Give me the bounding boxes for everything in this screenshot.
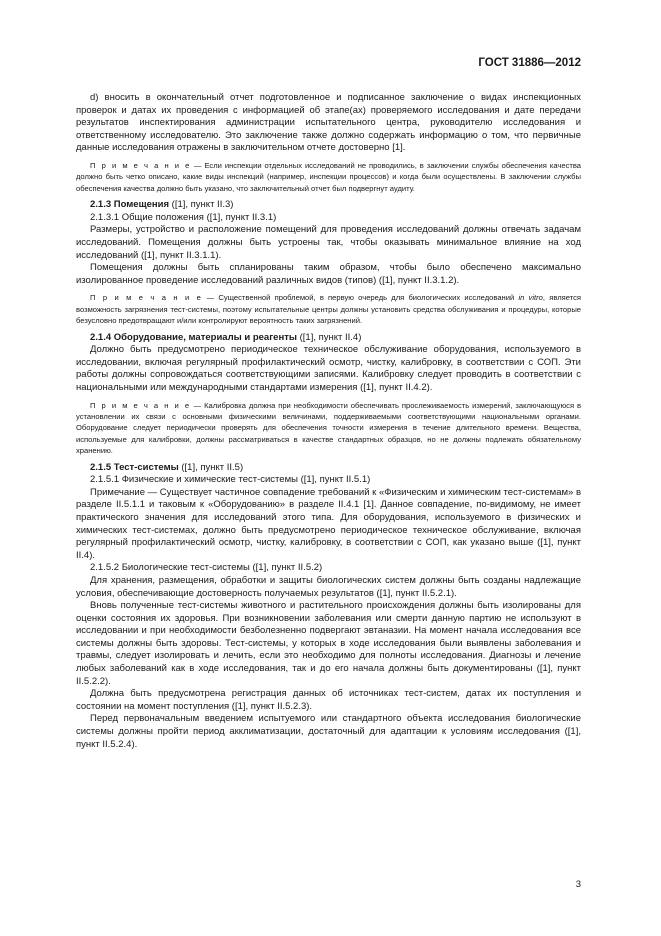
note-italic: in vitro bbox=[518, 293, 543, 303]
section-ref: ([1], пункт II.5) bbox=[178, 461, 244, 473]
section-2-1-5-heading bbox=[76, 462, 581, 475]
standard-header: ГОСТ 31886—2012 bbox=[478, 57, 581, 69]
page-body bbox=[76, 92, 581, 751]
section-2-1-5-1-heading: 2.1.5.1 Физические и химические тест-системы ([1], пункт II.5.1) bbox=[90, 474, 371, 486]
paragraph-d: d) вносить в окончательный отчет подготовленное и подписанное заключение о видах инспекционных проверок и датах их проведения с информацией об этапе(ах) проверяемого исследования и дате передачи результатов инспектирования администрации испытательного центра, руководителю исследования и ответственному исследователю. Это заключение также должно содержать информацию о том, что первичные данные исследования отражены в заключительном отчете достоверно [1]. bbox=[76, 92, 581, 154]
note-label: П р и м е ч а н и е bbox=[90, 160, 191, 170]
note-text: , является возможность загрязнения тест-системы, поэтому испытательные центры должны установить средства обслуживания и процедуры, которые безусловно предотвращают и/или контролируют вероятность таких загрязнений. bbox=[76, 293, 582, 326]
note-2 bbox=[76, 292, 581, 326]
note-text: — Если инспекции отдельных исследований не проводились, в заключении службы обеспечения качества должно быть четко описано, какие виды инспекций (например, инспекции процессов) и когда были осуществлены. В заключении службы обеспечения качества должно быть указано, что заключительный отчет был подвергнут аудиту. bbox=[76, 160, 582, 193]
section-title: 2.1.3 Помещения bbox=[90, 199, 170, 211]
paragraph: Примечание — Существует частичное совпадение требований к «Физическим и химическим тест-системам» в разделе II.5.1.1 и таковым к «Оборудованию» в разделе II.4.1 [1]. Данное совпадение, по-видимому, не имеет практического значения для исследований этого типа. Для оборудования, используемого в физических и химических тест-системах, должно быть предусмотрено периодическое техническое обслуживание, включая регулярный профилактический осмотр, чистку, калибровку, в соответствии с СОП, как указано выше ([1], пункт II.4). bbox=[76, 486, 581, 561]
section-ref: ([1], пункт II.4) bbox=[296, 331, 362, 343]
paragraph: Помещения должны быть спланированы таким образом, чтобы было обеспечено максимально изолированное проведение исследований различных видов (типов) ([1], пункт II.3.1.2). bbox=[76, 262, 581, 286]
page-number: 3 bbox=[575, 879, 581, 890]
note-label: П р и м е ч а н и е bbox=[90, 293, 203, 303]
note-3 bbox=[76, 400, 581, 457]
paragraph: Должна быть предусмотрена регистрация данных об источниках тест-систем, датах их поступления и состоянии на момент поступления ([1], пункт II.5.2.3). bbox=[76, 688, 581, 712]
section-2-1-3-heading bbox=[76, 199, 581, 212]
section-ref: ([1], пункт II.3) bbox=[169, 199, 234, 211]
note-label: П р и м е ч а н и е bbox=[90, 400, 191, 410]
section-2-1-5-2-heading: 2.1.5.2 Биологические тест-системы ([1], пункт II.5.2) bbox=[90, 562, 323, 574]
section-2-1-3-1-heading: 2.1.3.1 Общие положения ([1], пункт II.3.1) bbox=[90, 211, 277, 223]
section-title: 2.1.5 Тест-системы bbox=[90, 461, 179, 473]
note-text: — Существенной проблемой, в первую очередь для биологических исследований bbox=[202, 293, 519, 303]
paragraph: Перед первоначальным введением испытуемого или стандартного объекта исследования биологические системы должны пройти период акклиматизации, достаточный для адаптации к условиям исследования ([1], пункт II.5.2.4). bbox=[76, 713, 581, 750]
note-text: — Калибровка должна при необходимости обеспечивать прослеживаемость измерений, заключающуюся в установлении их связи с основными физическими величинами, поддерживаемыми соответствующими национальными органами. Оборудование следует периодически проверять для обеспечения точности измерения в течение длительного времени. Вещества, используемые для калибровки, должны рассматриваться в качестве стандартных образцов, но не должны подлежать обязательному хранению. bbox=[76, 400, 581, 456]
paragraph: Вновь полученные тест-системы животного и растительного происхождения должны быть изолированы для оценки состояния их здоровья. При возникновении заболевания или смерти данную партию не используют в исследовании и при необходимости безболезненно подвергают эвтаназии. На момент начала исследования все системы должны быть здоровы. Тест-системы, у которых в ходе исследования были выявлены заболевания и травмы, следует изолировать и лечить, если это необходимо для полноты исследования. Диагнозы и лечение любых заболеваний как в ходе исследования, так и до его начала должны быть документированы ([1], пункт II.5.2.2). bbox=[76, 600, 581, 687]
paragraph: Размеры, устройство и расположение помещений для проведения исследований должны отвечать задачам исследований. Помещения должны быть устроены так, чтобы оказывать минимальное влияние на ход исследований ([1], пункт II.3.1.1). bbox=[76, 224, 581, 261]
paragraph: Должно быть предусмотрено периодическое техническое обслуживание оборудования, используемого в исследовании, включая регулярный профилактический осмотр, чистку, калибровку, в соответствии с СОП. Эти работы должны сопровождаться соответствующими записями. Калибровку следует проводить в соответствии с национальными или международными стандартами измерения ([1], пункт II.4.2). bbox=[76, 344, 581, 393]
note-1 bbox=[76, 160, 581, 194]
section-title: 2.1.4 Оборудование, материалы и реагенты bbox=[90, 331, 297, 343]
section-2-1-4-heading bbox=[76, 332, 581, 345]
paragraph: Для хранения, размещения, обработки и защиты биологических систем должны быть созданы надлежащие условия, обеспечивающие достоверность получаемых результатов ([1], пункт II.5.2.1). bbox=[76, 574, 581, 599]
